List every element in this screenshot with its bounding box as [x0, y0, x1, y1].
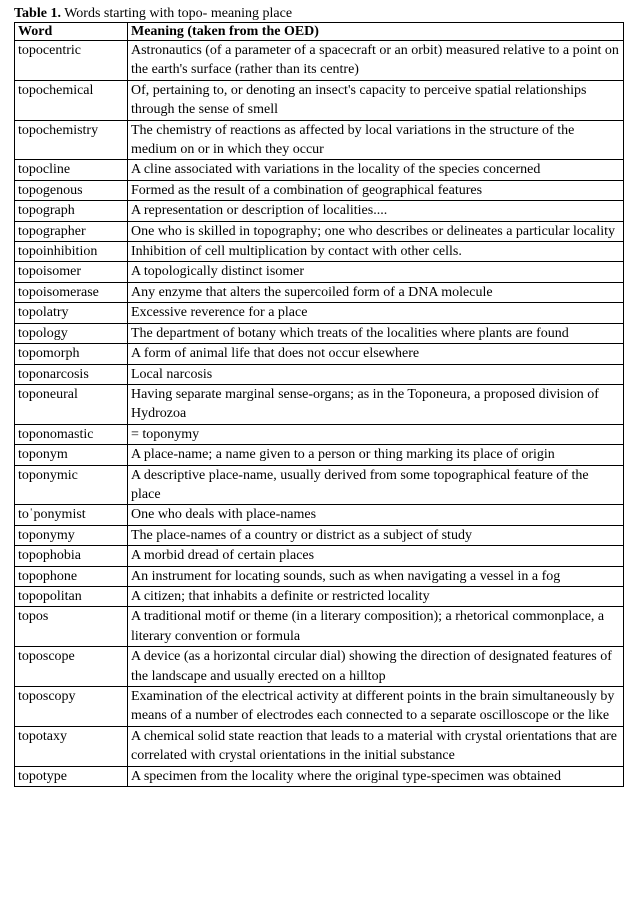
meaning-cell: A citizen; that inhabits a definite or restricted locality: [128, 586, 624, 606]
meaning-cell: A descriptive place-name, usually derived from some topographical feature of the place: [128, 465, 624, 505]
word-cell: toponymy: [15, 525, 128, 545]
word-cell: topophone: [15, 566, 128, 586]
word-cell: topographer: [15, 221, 128, 241]
word-cell: toponomastic: [15, 424, 128, 444]
meaning-cell: A cline associated with variations in the locality of the species concerned: [128, 160, 624, 180]
header-meaning: Meaning (taken from the OED): [128, 23, 624, 41]
table-row: [15, 242, 624, 262]
word-cell: topoisomer: [15, 262, 128, 282]
table-row: [15, 566, 624, 586]
table-row: [15, 120, 624, 160]
table-row: [15, 41, 624, 81]
table-row: [15, 424, 624, 444]
table-body: [15, 41, 624, 787]
meaning-cell: One who deals with place-names: [128, 505, 624, 525]
table-row: [15, 445, 624, 465]
meaning-cell: Having separate marginal sense-organs; as in the Toponeura, a proposed division of Hydrozoa: [128, 384, 624, 424]
word-cell: topochemical: [15, 80, 128, 120]
word-cell: topograph: [15, 201, 128, 221]
meaning-cell: A form of animal life that does not occur elsewhere: [128, 344, 624, 364]
meaning-cell: Local narcosis: [128, 364, 624, 384]
table-row: [15, 384, 624, 424]
table-caption: [14, 5, 623, 22]
table-row: [15, 364, 624, 384]
table-row: [15, 465, 624, 505]
table-row: [15, 586, 624, 606]
table-row: [15, 201, 624, 221]
table-row: [15, 323, 624, 343]
table-row: [15, 221, 624, 241]
table-row: [15, 726, 624, 766]
header-word: Word: [15, 23, 128, 41]
caption-text: Words starting with topo- meaning place: [60, 6, 293, 21]
meaning-cell: The department of botany which treats of the localities where plants are found: [128, 323, 624, 343]
word-cell: toposcopy: [15, 687, 128, 727]
meaning-cell: A topologically distinct isomer: [128, 262, 624, 282]
word-cell: topotaxy: [15, 726, 128, 766]
word-cell: topogenous: [15, 180, 128, 200]
table-row: [15, 687, 624, 727]
table-row: [15, 505, 624, 525]
word-cell: topology: [15, 323, 128, 343]
word-cell: topoisomerase: [15, 282, 128, 302]
word-cell: toponym: [15, 445, 128, 465]
meaning-cell: Excessive reverence for a place: [128, 303, 624, 323]
meaning-cell: The place-names of a country or district as a subject of study: [128, 525, 624, 545]
meaning-cell: Of, pertaining to, or denoting an insect's capacity to perceive spatial relationships through the sense of smell: [128, 80, 624, 120]
table-row: [15, 160, 624, 180]
table-row: [15, 766, 624, 786]
meaning-cell: A specimen from the locality where the original type-specimen was obtained: [128, 766, 624, 786]
word-cell: toponeural: [15, 384, 128, 424]
document: [14, 5, 623, 787]
meaning-cell: The chemistry of reactions as affected by local variations in the structure of the medium on or in which they occur: [128, 120, 624, 160]
header-row: [15, 23, 624, 41]
table-row: [15, 546, 624, 566]
meaning-cell: A chemical solid state reaction that leads to a material with crystal orientations that are correlated with crystal orientations in the initial substance: [128, 726, 624, 766]
word-cell: topoinhibition: [15, 242, 128, 262]
table-row: [15, 282, 624, 302]
meaning-cell: Formed as the result of a combination of geographical features: [128, 180, 624, 200]
word-cell: topos: [15, 607, 128, 647]
word-cell: toponarcosis: [15, 364, 128, 384]
meaning-cell: A morbid dread of certain places: [128, 546, 624, 566]
word-cell: toposcope: [15, 647, 128, 687]
table-row: [15, 80, 624, 120]
table-row: [15, 525, 624, 545]
meaning-cell: A representation or description of localities....: [128, 201, 624, 221]
meaning-cell: Astronautics (of a parameter of a spacecraft or an orbit) measured relative to a point on the earth's surface (rather than its centre): [128, 41, 624, 81]
meaning-cell: A place-name; a name given to a person or thing marking its place of origin: [128, 445, 624, 465]
meaning-cell: One who is skilled in topography; one who describes or delineates a particular locality: [128, 221, 624, 241]
meaning-cell: = toponymy: [128, 424, 624, 444]
meaning-cell: A traditional motif or theme (in a literary composition); a rhetorical commonplace, a literary convention or formula: [128, 607, 624, 647]
meaning-cell: Inhibition of cell multiplication by contact with other cells.: [128, 242, 624, 262]
meaning-cell: A device (as a horizontal circular dial) showing the direction of designated features of the landscape and usually erected on a hilltop: [128, 647, 624, 687]
word-cell: topocentric: [15, 41, 128, 81]
meaning-cell: Any enzyme that alters the supercoiled form of a DNA molecule: [128, 282, 624, 302]
table-row: [15, 303, 624, 323]
table-row: [15, 647, 624, 687]
word-cell: topocline: [15, 160, 128, 180]
caption-label: Table 1.: [14, 6, 61, 21]
word-cell: toponymic: [15, 465, 128, 505]
table-row: [15, 262, 624, 282]
word-cell: topochemistry: [15, 120, 128, 160]
word-cell: topopolitan: [15, 586, 128, 606]
word-cell: topophobia: [15, 546, 128, 566]
table-row: [15, 607, 624, 647]
meaning-cell: Examination of the electrical activity at different points in the brain simultaneously by means of a number of electrodes each connected to a separate oscilloscope or the like: [128, 687, 624, 727]
word-cell: topotype: [15, 766, 128, 786]
word-cell: topomorph: [15, 344, 128, 364]
table-row: [15, 180, 624, 200]
table-row: [15, 344, 624, 364]
word-cell: topolatry: [15, 303, 128, 323]
word-cell: toˈponymist: [15, 505, 128, 525]
words-table: [14, 22, 624, 787]
meaning-cell: An instrument for locating sounds, such as when navigating a vessel in a fog: [128, 566, 624, 586]
